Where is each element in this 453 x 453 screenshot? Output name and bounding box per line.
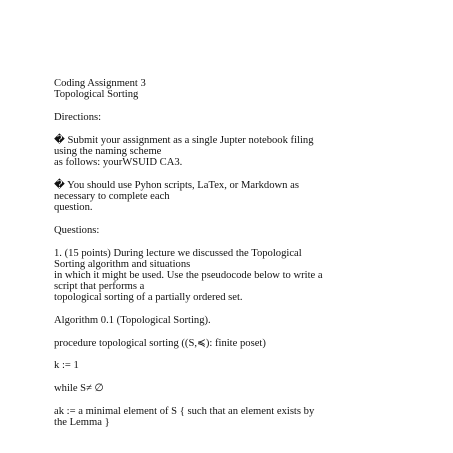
question-1-line-5: topological sorting of a partially ordered set.	[54, 292, 243, 304]
algorithm-title	[54, 315, 400, 326]
directions-bullet-submit	[54, 135, 400, 169]
procedure-line-text: procedure topological sorting ((S,≼): finite poset)	[54, 337, 266, 349]
ak-assignment	[54, 406, 400, 428]
assignment-subtitle: Topological Sorting	[54, 89, 139, 101]
bullet-submit-line-1: � Submit your assignment as a single Jupter notebook filing	[54, 134, 314, 146]
question-1-line-4: script that performs a	[54, 281, 145, 293]
question-1-line-2: Sorting algorithm and situations	[54, 258, 191, 270]
document-header	[54, 78, 400, 100]
questions-heading	[54, 225, 400, 236]
directions-bullet-tools	[54, 180, 400, 214]
k-assignment	[54, 360, 400, 371]
ak-assignment-line-1: ak := a minimal element of S { such that an element exists by	[54, 405, 315, 417]
question-1-line-3: in which it might be used. Use the pseudocode below to write a	[54, 269, 323, 281]
bullet-submit-line-3: as follows: yourWSUID CA3.	[54, 157, 183, 169]
question-1-line-1: 1. (15 points) During lecture we discussed the Topological	[54, 247, 302, 259]
directions-heading-text: Directions:	[54, 111, 102, 123]
bullet-submit-line-2: using the naming scheme	[54, 145, 162, 157]
while-line	[54, 383, 400, 394]
bullet-tools-line-3: question.	[54, 202, 93, 214]
k-assignment-text: k := 1	[54, 360, 79, 372]
while-line-text: while S≠ ∅	[54, 383, 104, 395]
algorithm-title-text: Algorithm 0.1 (Topological Sorting).	[54, 315, 211, 327]
questions-heading-text: Questions:	[54, 224, 100, 236]
question-1	[54, 248, 400, 304]
assignment-title: Coding Assignment 3	[54, 78, 146, 89]
ak-assignment-line-2: the Lemma }	[54, 417, 110, 429]
bullet-tools-line-1: � You should use Pyhon scripts, LaTex, or Markdown as	[54, 179, 299, 191]
document-body	[54, 78, 400, 440]
bullet-tools-line-2: necessary to complete each	[54, 190, 170, 202]
directions-heading	[54, 112, 400, 123]
procedure-line	[54, 338, 400, 349]
